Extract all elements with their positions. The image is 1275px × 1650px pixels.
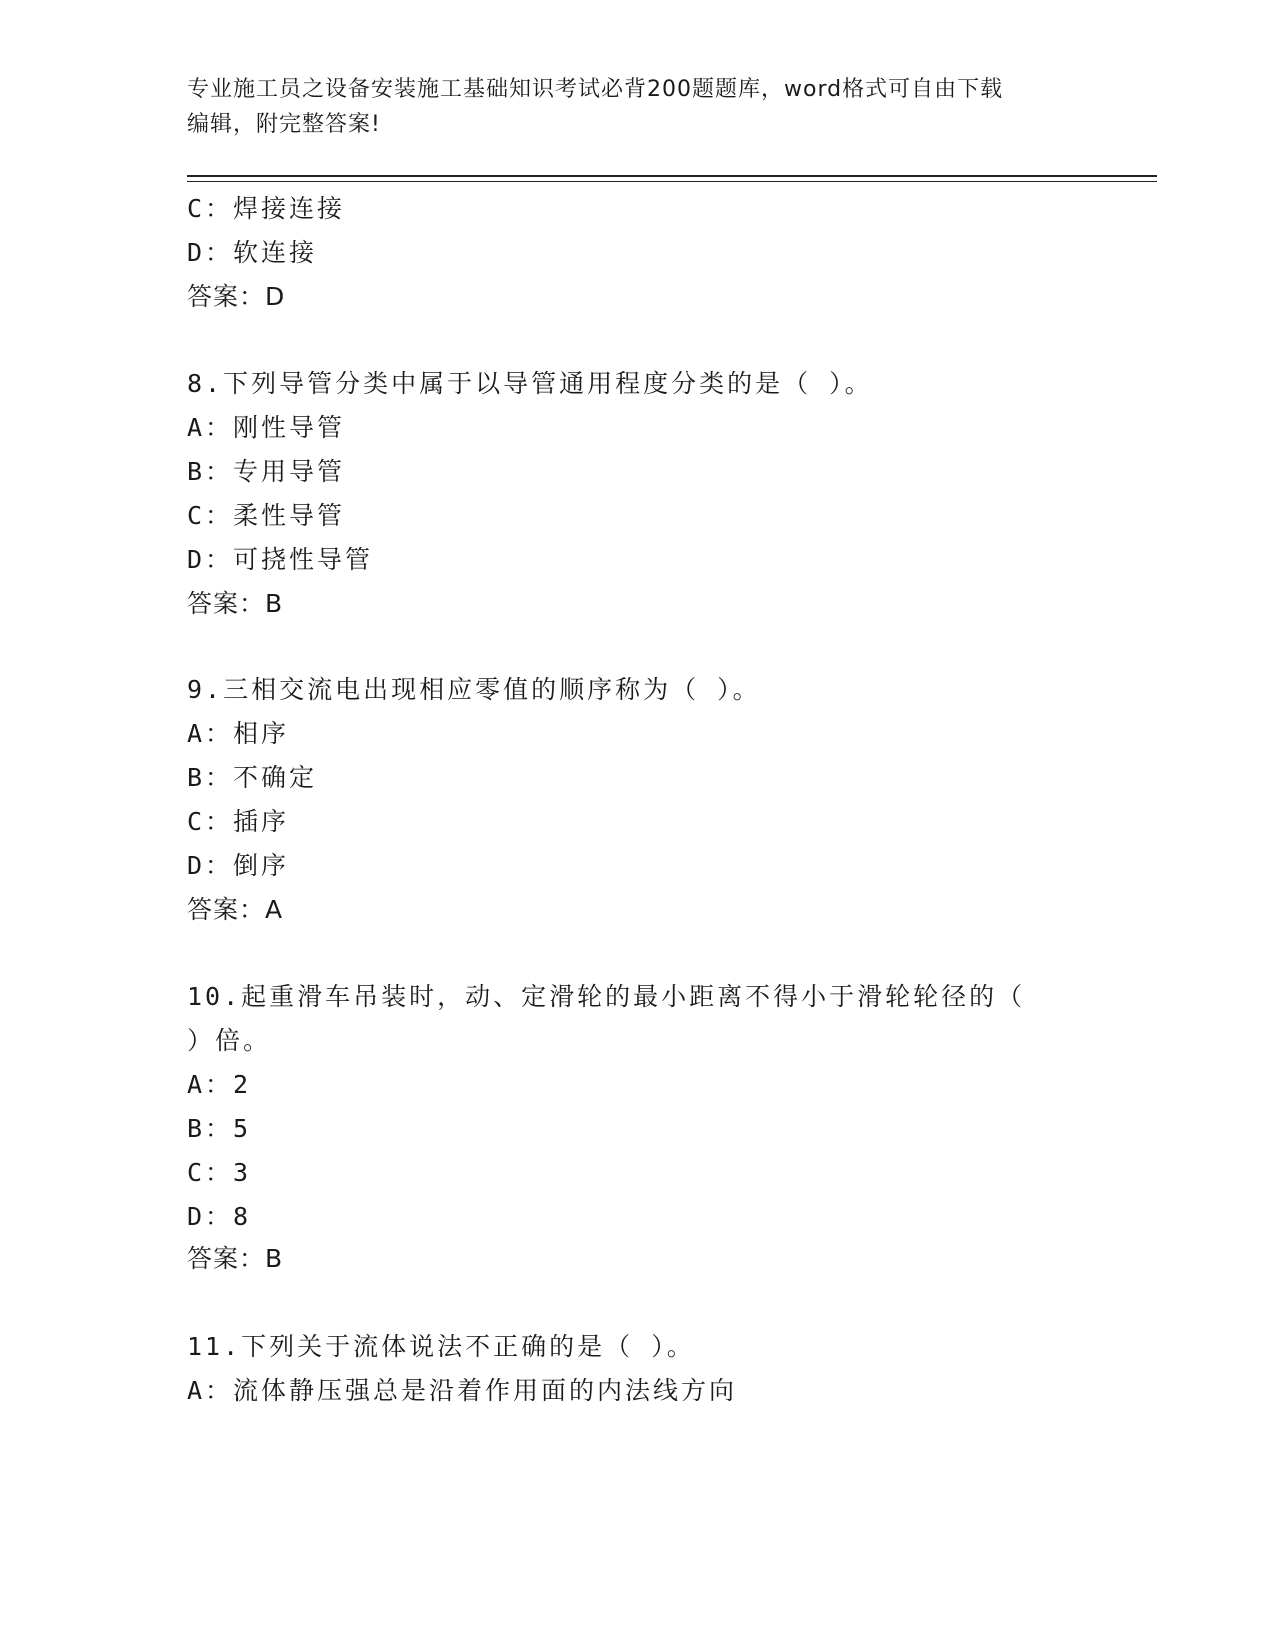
q11-option-a: A：流体静压强总是沿着作用面的内法线方向: [187, 1376, 738, 1405]
q10-answer: 答案：B: [187, 1244, 284, 1273]
q9-option-b: B：不确定: [187, 763, 318, 792]
q8-stem: 8.下列导管分类中属于以导管通用程度分类的是（ ）。: [187, 369, 873, 398]
q9-option-d: D：倒序: [187, 851, 290, 880]
q8-option-d: D：可挠性导管: [187, 545, 374, 574]
header-title-line1: 专业施工员之设备安装施工基础知识考试必背200题题库，word格式可自由下载: [187, 77, 1004, 102]
q8-option-a: A：刚性导管: [187, 413, 346, 442]
q9-option-c: C：插序: [187, 807, 290, 836]
header-divider-thin: [187, 181, 1157, 182]
q10-option-b: B：5: [187, 1114, 252, 1143]
q8-option-b: B：专用导管: [187, 457, 346, 486]
q8-option-c: C：柔性导管: [187, 501, 346, 530]
q7-answer: 答案：D: [187, 282, 286, 311]
q9-answer: 答案：A: [187, 895, 284, 924]
q9-stem: 9.三相交流电出现相应零值的顺序称为（ ）。: [187, 675, 761, 704]
q9-option-a: A：相序: [187, 719, 290, 748]
q10-option-d: D：8: [187, 1202, 252, 1231]
q10-option-c: C：3: [187, 1158, 252, 1187]
q10-stem-line1: 10.起重滑车吊装时，动、定滑轮的最小距离不得小于滑轮轮径的（: [187, 982, 1026, 1011]
document-header: [187, 72, 1067, 142]
q10-stem-line2: ）倍。: [187, 1026, 272, 1055]
header-title-line2: 编辑，附完整答案!: [187, 112, 381, 137]
q8-answer: 答案：B: [187, 589, 284, 618]
q11-stem: 11.下列关于流体说法不正确的是（ ）。: [187, 1332, 695, 1361]
q7-option-c: C：焊接连接: [187, 194, 346, 223]
q7-option-d: D：软连接: [187, 238, 318, 267]
q10-option-a: A：2: [187, 1070, 252, 1099]
header-divider-thick: [187, 175, 1157, 177]
